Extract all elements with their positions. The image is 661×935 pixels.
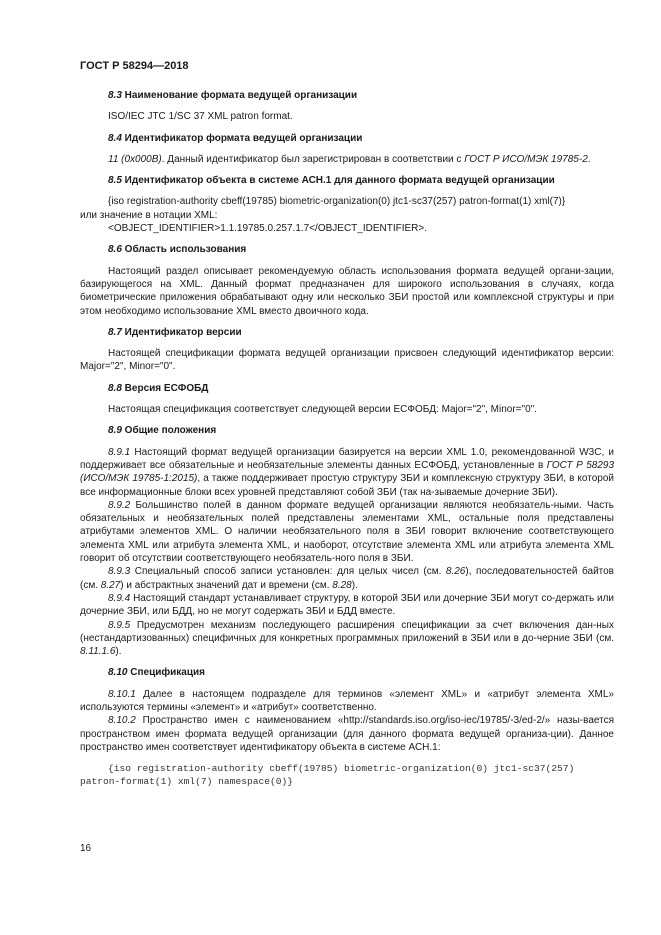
text: Предусмотрен механизм последующего расширения спецификации за счет включения дан-ных (нестандартизованных) специфичных для конкретных программных приложений в ЗБИ или в до-черние ЗБИ (см. xyxy=(80,619,614,644)
text: ). xyxy=(351,579,358,591)
section-number: 8.10 xyxy=(108,667,128,679)
section-title: Область использования xyxy=(121,244,247,256)
code-line: patron-format(1) xml(7) namespace(0)} xyxy=(80,776,294,788)
section-heading-8-10 xyxy=(108,666,614,679)
code-line: {iso registration-authority cbeff(19785) biometric-organization(0) jtc1-sc37(257) xyxy=(108,763,575,775)
section-number: 8.4 xyxy=(108,132,122,144)
section-title: Идентификатор формата ведущей организации xyxy=(121,132,363,144)
clause-number: 8.10.1 xyxy=(108,688,136,700)
clause-8-9-4 xyxy=(80,592,614,619)
text: Далее в настоящем подразделе для терминов «элемент XML» и «атрибут элемента XML» используются термины «элемент» и «атрибут» соответственно. xyxy=(80,688,614,713)
section-title: Идентификатор объекта в системе АСН.1 для данного формата ведущей организации xyxy=(121,175,555,187)
text: . Данный идентификатор был зарегистрирован в соответствии с xyxy=(161,153,465,165)
clause-number: 8.9.2 xyxy=(108,499,131,511)
section-heading-8-5 xyxy=(108,174,614,187)
clause-8-10-2 xyxy=(80,714,614,754)
text: Пространство имен с наименованием «http://standards.iso.org/iso-iec/19785/-3/ed-2/» назы-вается пространством имен формата ведущей организации (для данного формата ведущей организа-ции). Данное пространство имен соответствует идентификатору объекта в системе АСН.1: xyxy=(80,715,614,753)
paragraph-xml-oid: <OBJECT_IDENTIFIER>1.1.19785.0.257.1.7</OBJECT_IDENTIFIER>. xyxy=(108,223,428,235)
paragraph: Настоящей спецификации формата ведущей организации присвоен следующий идентификатор версии: Major="2", Minor="0". xyxy=(80,348,614,373)
section-number: 8.6 xyxy=(108,244,122,256)
clause-number: 8.9.3 xyxy=(108,566,131,578)
paragraph-oid: {iso registration-authority cbeff(19785) biometric-organization(0) jtc1-sc37(257) patron-format(1) xml(7)} xyxy=(108,196,566,208)
clause-number: 8.10.2 xyxy=(108,715,136,727)
section-heading-8-7 xyxy=(108,326,614,339)
text: . xyxy=(587,153,591,165)
section-heading-8-3 xyxy=(108,89,614,102)
paragraph: Настоящий раздел описывает рекомендуемую область использования формата ведущей органи-зации, базирующегося на XML. Данный формат предназначен для широкого использования в случаях, когда биометрические приложения обрабатывают одну или несколько ЗБИ простой или комплексной структуры и при этом необходимо использование XML вместо двоичного кода. xyxy=(80,265,614,317)
text: Настоящий стандарт устанавливает структуру, в которой ЗБИ или дочерние ЗБИ могут со-держать или дочерние ЗБИ, или БДД, но не могут содержать ЗБИ и БДД вместе. xyxy=(80,592,614,618)
clause-8-9-5 xyxy=(80,619,614,659)
section-number: 8.3 xyxy=(108,90,122,101)
section-heading-8-8 xyxy=(108,382,614,395)
clause-8-9-1 xyxy=(80,446,614,499)
cross-reference: 8.28 xyxy=(332,579,352,591)
text: ). xyxy=(115,646,122,658)
identifier-code: 11 (0x000B) xyxy=(108,153,162,165)
paragraph: ISO/IEC JTC 1/SC 37 XML patron format. xyxy=(108,111,293,123)
document-header: ГОСТ Р 58294—2018 xyxy=(80,60,189,72)
section-title: Спецификация xyxy=(127,667,205,679)
section-title: Общие положения xyxy=(121,425,217,437)
clause-8-9-3 xyxy=(80,565,614,592)
cross-reference: 8.27 xyxy=(100,579,121,591)
text: Большинство полей в данном формате ведущей организации являются необязатель-ными. Часть обязательных и необязательных полей представлены элементами XML, остальные поля представлены атрибутами элементов XML. О наличии необязательного поля в ЗБИ говорит включение соответствующего элемента XML или атрибута элемента XML, и наоборот, отсутствие элемента XML или атрибута элемента XML говорит об отсутствии соответствующего необязатель-ного поля в ЗБИ. xyxy=(80,499,614,565)
section-number: 8.9 xyxy=(108,425,122,437)
section-heading-8-9 xyxy=(108,424,614,437)
clause-number: 8.9.4 xyxy=(108,592,131,604)
clause-number: 8.9.5 xyxy=(108,619,131,631)
text: , а также поддерживает простую структуру ЗБИ и комплексную структуру ЗБИ, в которой все информационные блоки всех уровней представляют собой ЗБИ (так на-зываемые дочерние ЗБИ). xyxy=(80,473,615,498)
section-heading-8-6 xyxy=(108,243,614,256)
text: Специальный способ записи установлен: для целых чисел (см. xyxy=(130,566,446,578)
section-title: Версия ЕСФОБД xyxy=(121,382,209,394)
standard-reference: ГОСТ Р 58293 (ИСО/МЭК 19785-1:2015) xyxy=(80,459,615,485)
clause-8-9-2 xyxy=(80,499,614,565)
cross-reference: 8.11.1.6 xyxy=(80,646,116,658)
paragraph: или значение в нотации XML: xyxy=(80,209,218,221)
section-title: Наименование формата ведущей организации xyxy=(121,90,358,101)
text: ) и абстрактных значений дат и времени (см. xyxy=(120,579,333,591)
paragraph xyxy=(80,153,614,166)
standard-reference: ГОСТ Р ИСО/МЭК 19785-2 xyxy=(464,153,588,165)
section-number: 8.5 xyxy=(108,175,122,187)
paragraph: Настоящая спецификация соответствует следующей версии ЕСФОБД: Major="2", Minor="0". xyxy=(108,404,537,416)
section-heading-8-4 xyxy=(108,132,614,145)
clause-number: 8.9.1 xyxy=(108,446,131,458)
section-number: 8.7 xyxy=(108,326,122,338)
text: ), последовательностей байтов (см. xyxy=(80,566,614,591)
page-number: 16 xyxy=(80,843,92,854)
text: Настоящий формат ведущей организации базируется на версии XML 1.0, рекомендованной W3C, и поддерживает все обязательные и необязательные элементы данных ЕСФОБД, установленные в xyxy=(80,446,614,471)
section-number: 8.8 xyxy=(108,382,122,394)
cross-reference: 8.26 xyxy=(445,566,466,578)
section-title: Идентификатор версии xyxy=(121,326,242,338)
clause-8-10-1 xyxy=(80,688,614,715)
document-body xyxy=(80,89,614,795)
